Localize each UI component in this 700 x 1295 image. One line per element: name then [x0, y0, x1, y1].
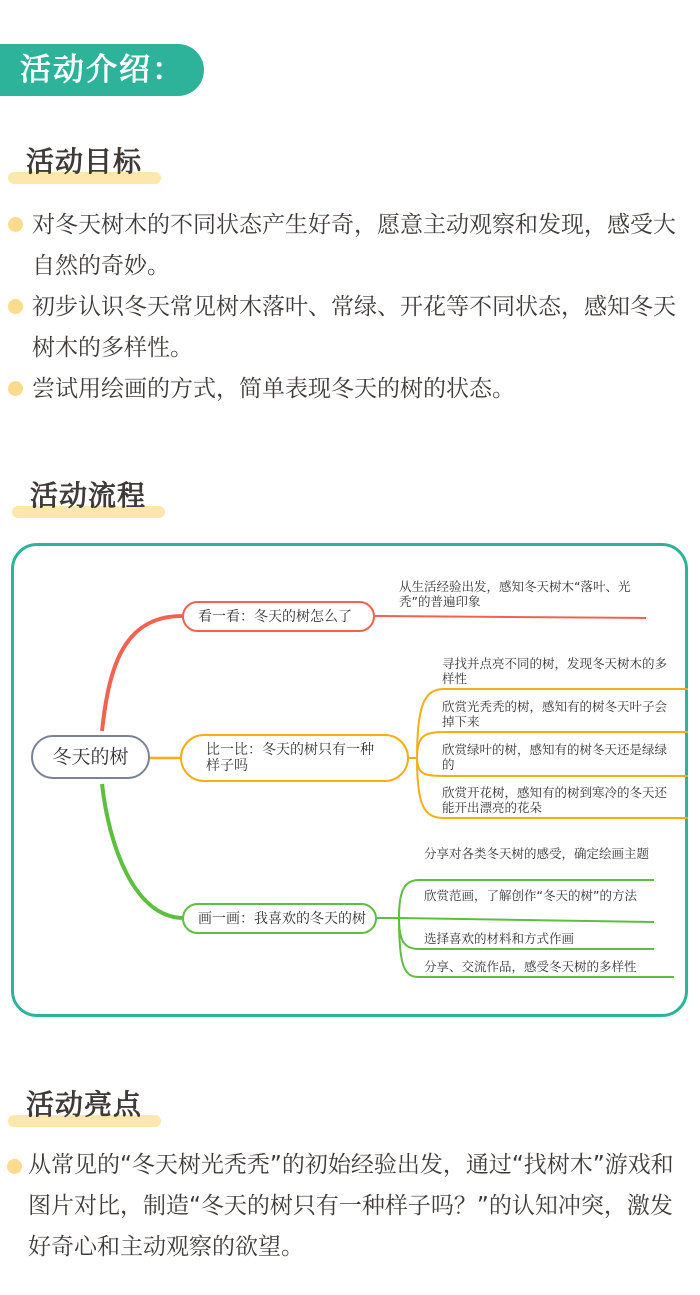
section-title-text: 活动目标: [26, 145, 143, 178]
leaf-text: 寻找并点亮不同的树，发现冬天树木的多样性: [442, 656, 668, 686]
root-label: 冬天的树: [52, 746, 129, 768]
leaf-item: [442, 656, 667, 686]
bullet-dot-icon: [8, 381, 23, 396]
leaf-item: [442, 785, 667, 815]
leaf-item: [399, 579, 644, 609]
branch-node-draw: [182, 903, 377, 934]
section-title-text: 活动流程: [30, 479, 147, 512]
leaf-text: 欣赏光秃秃的树，感知有的树冬天叶子会掉下来: [442, 699, 668, 729]
leaf-text: 分享对各类冬天树的感受，确定绘画主题: [424, 846, 650, 861]
list-item: [0, 287, 700, 369]
leaf-item: [442, 742, 667, 772]
section-title-highlights: [0, 1083, 170, 1127]
leaf-text: 从生活经验出发，感知冬天树木“落叶、光秃”的普遍印象: [399, 579, 631, 609]
list-item-text: 对冬天树木的不同状态产生好奇，愿意主动观察和发现，感受大自然的奇妙。: [32, 212, 676, 279]
leaf-text: 分享、交流作品，感受冬天树的多样性: [424, 959, 637, 974]
branch-node-look: [182, 601, 375, 632]
list-item-text: 从常见的“冬天树光秃秃”的初始经验出发，通过“找树木”游戏和图片对比，制造“冬天的树只有一种样子吗？”的认知冲突，激发好奇心和主动观察的欲望。: [28, 1152, 674, 1260]
branch-label: 看一看：冬天的树怎么了: [198, 608, 352, 625]
list-item-text: 初步认识冬天常见树木落叶、常绿、开花等不同状态，感知冬天树木的多样性。: [32, 294, 676, 361]
goals-list: [0, 205, 700, 410]
branch-label: 画一画：我喜欢的冬天的树: [198, 910, 366, 927]
intro-banner-title: 活动介绍：: [20, 52, 185, 88]
list-item: [0, 205, 700, 287]
mindmap-panel: [11, 543, 688, 1017]
section-title-text: 活动亮点: [26, 1088, 143, 1121]
mindmap-root-node: [31, 735, 150, 779]
leaf-text: 欣赏绿叶的树，感知有的树冬天还是绿绿的: [442, 742, 668, 772]
bullet-dot-icon: [8, 299, 23, 314]
branch-label: 比一比：冬天的树只有一种样子吗: [206, 742, 374, 774]
list-item: [0, 1145, 700, 1268]
leaf-item: [424, 959, 674, 974]
leaf-item: [424, 888, 649, 903]
leaf-item: [442, 699, 667, 729]
leaf-item: [424, 931, 659, 946]
leaf-text: 选择喜欢的材料和方式作画: [424, 931, 575, 946]
branch-node-compare: [180, 734, 409, 782]
bullet-dot-icon: [7, 1159, 22, 1174]
leaf-text: 欣赏范画，了解创作“冬天的树”的方法: [424, 888, 637, 903]
section-title-goals: [0, 140, 170, 184]
bullet-dot-icon: [8, 217, 23, 232]
leaf-text: 欣赏开花树，感知有的树到寒冷的冬天还能开出漂亮的花朵: [442, 785, 668, 815]
leaf-item: [424, 846, 649, 861]
list-item-text: 尝试用绘画的方式，简单表现冬天的树的状态。: [32, 376, 515, 402]
intro-banner: [0, 44, 204, 96]
section-title-process: [0, 474, 170, 518]
highlights-list: [0, 1145, 700, 1268]
list-item: [0, 369, 700, 410]
